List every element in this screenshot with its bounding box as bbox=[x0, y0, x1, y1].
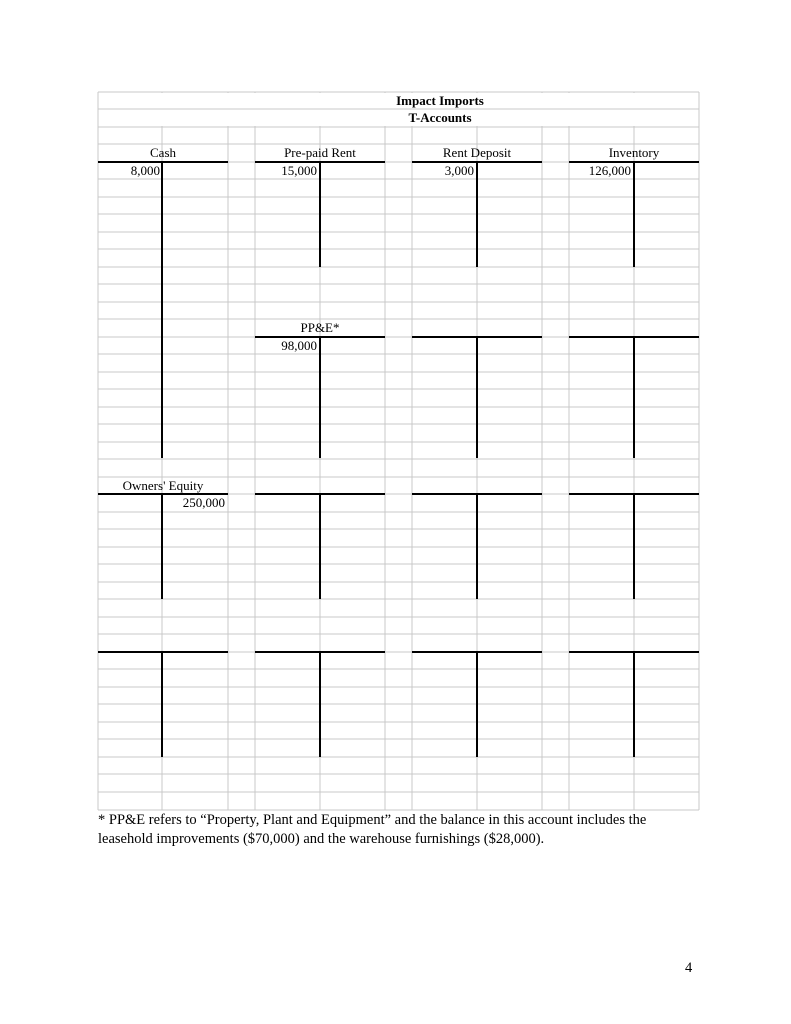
rent-deposit-debit-value: 3,000 bbox=[444, 163, 474, 178]
footnote: * PP&E refers to “Property, Plant and Equipment” and the balance in this account includes the leasehold improvements ($70,000) and the warehouse furnishings ($28,000). bbox=[98, 812, 647, 847]
cash-debit-value: 8,000 bbox=[130, 163, 160, 178]
account-title-owners-equity: Owners' Equity bbox=[122, 478, 204, 493]
account-title-ppe: PP&E* bbox=[300, 320, 340, 335]
owners-equity-credit-value: 250,000 bbox=[182, 495, 225, 510]
sheet-subtitle: T-Accounts bbox=[408, 110, 472, 125]
spreadsheet-grid bbox=[98, 92, 699, 810]
page-number: 4 bbox=[685, 960, 693, 976]
account-title-cash: Cash bbox=[150, 145, 176, 160]
inventory-debit-value: 126,000 bbox=[588, 163, 631, 178]
account-title-rent-deposit: Rent Deposit bbox=[442, 145, 512, 160]
ppe-debit-value: 98,000 bbox=[281, 338, 317, 353]
company-title: Impact Imports bbox=[396, 93, 484, 108]
account-title-inventory: Inventory bbox=[608, 145, 660, 160]
prepaid-rent-debit-value: 15,000 bbox=[281, 163, 317, 178]
account-title-prepaid-rent: Pre-paid Rent bbox=[284, 145, 356, 160]
